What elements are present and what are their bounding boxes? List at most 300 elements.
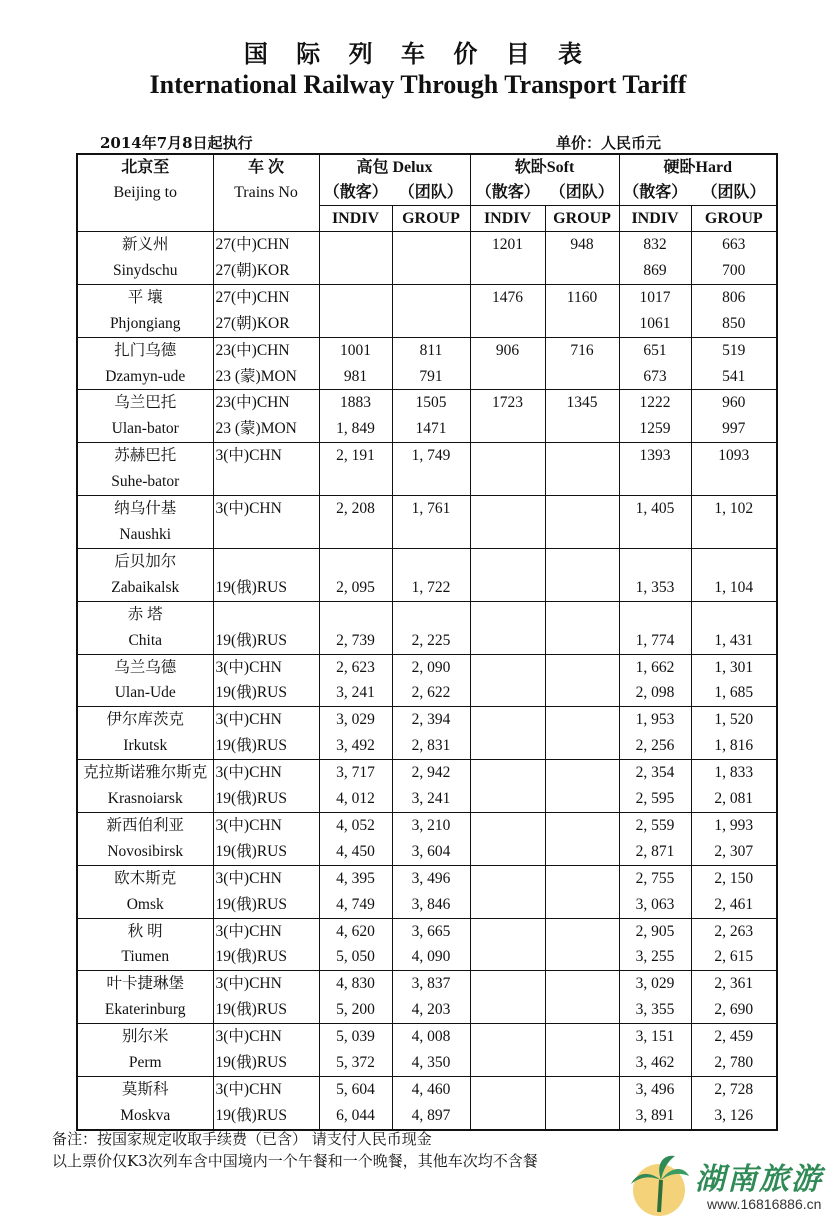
- train-number: 27(中)CHN: [213, 232, 319, 258]
- table-row: [77, 1050, 777, 1076]
- page-title-en: International Railway Through Transport Tariff: [149, 70, 687, 99]
- destination-cn: 苏赫巴托: [77, 443, 213, 469]
- header-hard-group: GROUP: [691, 206, 777, 232]
- train-number: 19(俄)RUS: [213, 680, 319, 706]
- train-number: 3(中)CHN: [213, 971, 319, 997]
- table-row: [77, 469, 777, 495]
- soft-group-price: [545, 997, 619, 1023]
- soft-group-price: [545, 496, 619, 522]
- destination-cn: 扎门乌德: [77, 337, 213, 363]
- header-hard-group-cn: （团队）: [691, 180, 777, 206]
- delux-indiv-price: 3, 029: [319, 707, 392, 733]
- destination-cn: 乌兰乌德: [77, 654, 213, 680]
- train-number: 19(俄)RUS: [213, 786, 319, 812]
- header-train-cn: 车 次: [213, 154, 319, 180]
- delux-indiv-price: 3, 717: [319, 760, 392, 786]
- hard-group-price: 2, 150: [691, 865, 777, 891]
- soft-indiv-price: [470, 971, 545, 997]
- hard-indiv-price: 2, 755: [619, 865, 691, 891]
- table-row: [77, 707, 777, 733]
- soft-group-price: [545, 918, 619, 944]
- soft-group-price: [545, 839, 619, 865]
- delux-group-price: 3, 210: [392, 812, 470, 838]
- soft-indiv-price: 1476: [470, 284, 545, 310]
- train-number: 3(中)CHN: [213, 918, 319, 944]
- train-number: 19(俄)RUS: [213, 997, 319, 1023]
- hard-indiv-price: [619, 522, 691, 548]
- train-number: 23(中)CHN: [213, 337, 319, 363]
- soft-indiv-price: 1723: [470, 390, 545, 416]
- delux-group-price: 3, 846: [392, 892, 470, 918]
- train-number: [213, 469, 319, 495]
- soft-indiv-price: [470, 944, 545, 970]
- hard-group-price: 663: [691, 232, 777, 258]
- delux-group-price: 4, 203: [392, 997, 470, 1023]
- soft-group-price: [545, 628, 619, 654]
- table-row: [77, 1024, 777, 1050]
- hard-indiv-price: 1061: [619, 311, 691, 337]
- destination-cn: 别尔米: [77, 1024, 213, 1050]
- delux-indiv-price: [319, 548, 392, 574]
- soft-group-price: 1160: [545, 284, 619, 310]
- hard-indiv-price: 1222: [619, 390, 691, 416]
- delux-indiv-price: [319, 601, 392, 627]
- delux-indiv-price: 2, 623: [319, 654, 392, 680]
- soft-group-price: [545, 1024, 619, 1050]
- train-number: 23 (蒙)MON: [213, 364, 319, 390]
- destination-en: Novosibirsk: [77, 839, 213, 865]
- table-row: [77, 232, 777, 258]
- hard-group-price: 2, 081: [691, 786, 777, 812]
- hard-indiv-price: 1, 774: [619, 628, 691, 654]
- delux-indiv-price: 2, 095: [319, 575, 392, 601]
- soft-group-price: [545, 443, 619, 469]
- soft-indiv-price: [470, 443, 545, 469]
- soft-indiv-price: [470, 469, 545, 495]
- delux-indiv-price: 5, 200: [319, 997, 392, 1023]
- train-number: 19(俄)RUS: [213, 575, 319, 601]
- hard-indiv-price: 869: [619, 258, 691, 284]
- soft-group-price: [545, 469, 619, 495]
- destination-en: Chita: [77, 628, 213, 654]
- soft-group-price: [545, 258, 619, 284]
- destination-cn: 克拉斯诺雅尔斯克: [77, 760, 213, 786]
- delux-group-price: [392, 469, 470, 495]
- delux-indiv-price: 6, 044: [319, 1103, 392, 1130]
- destination-en: Zabaikalsk: [77, 575, 213, 601]
- hard-group-price: [691, 522, 777, 548]
- delux-indiv-price: 2, 739: [319, 628, 392, 654]
- header-soft-group: GROUP: [545, 206, 619, 232]
- destination-cn: 后贝加尔: [77, 548, 213, 574]
- table-row: [77, 601, 777, 627]
- table-row: [77, 733, 777, 759]
- delux-group-price: 1505: [392, 390, 470, 416]
- watermark-url: www.16816886.cn: [707, 1196, 822, 1212]
- delux-indiv-price: 2, 191: [319, 443, 392, 469]
- train-number: 3(中)CHN: [213, 1024, 319, 1050]
- header-delux-group-cn: （团队）: [392, 180, 470, 206]
- train-number: 19(俄)RUS: [213, 839, 319, 865]
- train-number: 19(俄)RUS: [213, 628, 319, 654]
- train-number: [213, 522, 319, 548]
- header-soft: 软卧Soft: [470, 154, 619, 180]
- delux-indiv-price: 1883: [319, 390, 392, 416]
- palm-logo-icon: [625, 1150, 693, 1218]
- train-number: 27(朝)KOR: [213, 258, 319, 284]
- note-meals: 以上票价仅K3次列车含中国境内一个午餐和一个晚餐，其他车次均不含餐: [52, 1152, 538, 1170]
- destination-en: Sinydschu: [77, 258, 213, 284]
- delux-indiv-price: 5, 372: [319, 1050, 392, 1076]
- delux-group-price: 2, 090: [392, 654, 470, 680]
- soft-group-price: [545, 548, 619, 574]
- soft-group-price: [545, 522, 619, 548]
- hard-group-price: 2, 263: [691, 918, 777, 944]
- table-row: [77, 628, 777, 654]
- train-number: 3(中)CHN: [213, 443, 319, 469]
- destination-en: Irkutsk: [77, 733, 213, 759]
- delux-indiv-price: [319, 311, 392, 337]
- train-number: [213, 548, 319, 574]
- delux-indiv-price: 1, 849: [319, 416, 392, 442]
- destination-en: Phjongiang: [77, 311, 213, 337]
- table-row: [77, 760, 777, 786]
- hard-indiv-price: 651: [619, 337, 691, 363]
- delux-group-price: 2, 225: [392, 628, 470, 654]
- soft-indiv-price: [470, 1103, 545, 1130]
- hard-indiv-price: 1, 405: [619, 496, 691, 522]
- table-row: [77, 311, 777, 337]
- soft-indiv-price: [470, 1024, 545, 1050]
- watermark-text: 湖南旅游: [695, 1162, 823, 1197]
- soft-group-price: [545, 1050, 619, 1076]
- table-row: [77, 944, 777, 970]
- delux-group-price: [392, 522, 470, 548]
- tariff-table: [76, 153, 778, 1131]
- table-row: [77, 496, 777, 522]
- destination-cn: 秋 明: [77, 918, 213, 944]
- soft-group-price: [545, 760, 619, 786]
- hard-indiv-price: 3, 063: [619, 892, 691, 918]
- destination-cn: 纳乌什基: [77, 496, 213, 522]
- soft-group-price: 1345: [545, 390, 619, 416]
- hard-group-price: 960: [691, 390, 777, 416]
- delux-group-price: 4, 008: [392, 1024, 470, 1050]
- header-hard-indiv-cn: （散客）: [619, 180, 691, 206]
- soft-indiv-price: [470, 364, 545, 390]
- soft-indiv-price: [470, 812, 545, 838]
- train-number: 19(俄)RUS: [213, 892, 319, 918]
- delux-indiv-price: 2, 208: [319, 496, 392, 522]
- delux-group-price: 1471: [392, 416, 470, 442]
- hard-group-price: 2, 307: [691, 839, 777, 865]
- soft-indiv-price: [470, 997, 545, 1023]
- delux-indiv-price: 3, 241: [319, 680, 392, 706]
- hard-group-price: 1093: [691, 443, 777, 469]
- destination-en: Ekaterinburg: [77, 997, 213, 1023]
- table-row: [77, 839, 777, 865]
- soft-group-price: [545, 1077, 619, 1103]
- hard-group-price: 3, 126: [691, 1103, 777, 1130]
- hard-indiv-price: 3, 496: [619, 1077, 691, 1103]
- delux-indiv-price: 4, 052: [319, 812, 392, 838]
- delux-indiv-price: 3, 492: [319, 733, 392, 759]
- note-fee: 备注：按国家规定收取手续费（已含） 请支付人民币现金: [52, 1130, 432, 1148]
- hard-indiv-price: 1017: [619, 284, 691, 310]
- delux-indiv-price: 4, 749: [319, 892, 392, 918]
- soft-group-price: [545, 575, 619, 601]
- destination-cn: 欧木斯克: [77, 865, 213, 891]
- hard-group-price: 1, 993: [691, 812, 777, 838]
- soft-indiv-price: [470, 1050, 545, 1076]
- delux-indiv-price: 4, 450: [319, 839, 392, 865]
- hard-indiv-price: 1393: [619, 443, 691, 469]
- delux-group-price: 3, 604: [392, 839, 470, 865]
- soft-group-price: [545, 786, 619, 812]
- soft-group-price: [545, 812, 619, 838]
- table-row: [77, 548, 777, 574]
- soft-indiv-price: [470, 786, 545, 812]
- hard-indiv-price: 1, 662: [619, 654, 691, 680]
- delux-indiv-price: [319, 522, 392, 548]
- delux-indiv-price: 1001: [319, 337, 392, 363]
- destination-en: Naushki: [77, 522, 213, 548]
- soft-group-price: [545, 971, 619, 997]
- header-delux-indiv-cn: （散客）: [319, 180, 392, 206]
- hard-group-price: 2, 461: [691, 892, 777, 918]
- soft-group-price: [545, 364, 619, 390]
- header-soft-indiv: INDIV: [470, 206, 545, 232]
- table-row: [77, 522, 777, 548]
- effective-date: 2014年7月8日起执行: [100, 134, 253, 152]
- hard-group-price: 1, 431: [691, 628, 777, 654]
- hard-indiv-price: 2, 256: [619, 733, 691, 759]
- destination-en: Ulan-bator: [77, 416, 213, 442]
- delux-group-price: 1, 722: [392, 575, 470, 601]
- destination-cn: 伊尔库茨克: [77, 707, 213, 733]
- train-number: [213, 601, 319, 627]
- header-soft-indiv-cn: （散客）: [470, 180, 545, 206]
- delux-group-price: [392, 311, 470, 337]
- delux-group-price: 3, 496: [392, 865, 470, 891]
- header-soft-group-cn: （团队）: [545, 180, 619, 206]
- delux-group-price: 2, 831: [392, 733, 470, 759]
- delux-group-price: 4, 350: [392, 1050, 470, 1076]
- hard-group-price: 806: [691, 284, 777, 310]
- destination-en: Tiumen: [77, 944, 213, 970]
- hard-indiv-price: 3, 151: [619, 1024, 691, 1050]
- table-row: [77, 258, 777, 284]
- soft-group-price: [545, 416, 619, 442]
- destination-en: Krasnoiarsk: [77, 786, 213, 812]
- soft-indiv-price: [470, 918, 545, 944]
- hard-indiv-price: [619, 469, 691, 495]
- table-row: [77, 364, 777, 390]
- destination-cn: 莫斯科: [77, 1077, 213, 1103]
- delux-indiv-price: 4, 395: [319, 865, 392, 891]
- soft-indiv-price: [470, 892, 545, 918]
- header-dest-cn: 北京至: [77, 154, 213, 180]
- hard-indiv-price: 3, 255: [619, 944, 691, 970]
- train-number: 19(俄)RUS: [213, 1103, 319, 1130]
- delux-indiv-price: 4, 012: [319, 786, 392, 812]
- delux-group-price: [392, 548, 470, 574]
- soft-indiv-price: [470, 707, 545, 733]
- header-train-en: Trains No: [213, 180, 319, 206]
- delux-group-price: 1, 749: [392, 443, 470, 469]
- soft-indiv-price: [470, 258, 545, 284]
- delux-group-price: 3, 665: [392, 918, 470, 944]
- train-number: 23(中)CHN: [213, 390, 319, 416]
- table-row: [77, 680, 777, 706]
- delux-indiv-price: [319, 232, 392, 258]
- train-number: 19(俄)RUS: [213, 944, 319, 970]
- hard-group-price: 700: [691, 258, 777, 284]
- delux-group-price: 811: [392, 337, 470, 363]
- header-hard: 硬卧Hard: [619, 154, 777, 180]
- destination-cn: 叶卡捷琳堡: [77, 971, 213, 997]
- destination-en: Perm: [77, 1050, 213, 1076]
- destination-cn: 赤 塔: [77, 601, 213, 627]
- soft-group-price: [545, 944, 619, 970]
- soft-group-price: [545, 654, 619, 680]
- delux-group-price: [392, 258, 470, 284]
- delux-indiv-price: 981: [319, 364, 392, 390]
- destination-cn: 平 壤: [77, 284, 213, 310]
- hard-group-price: 1, 520: [691, 707, 777, 733]
- soft-indiv-price: [470, 575, 545, 601]
- delux-indiv-price: 5, 604: [319, 1077, 392, 1103]
- hard-indiv-price: 2, 354: [619, 760, 691, 786]
- train-number: 3(中)CHN: [213, 496, 319, 522]
- hard-indiv-price: 2, 559: [619, 812, 691, 838]
- soft-indiv-price: 906: [470, 337, 545, 363]
- destination-en: Suhe-bator: [77, 469, 213, 495]
- delux-group-price: 3, 837: [392, 971, 470, 997]
- train-number: 3(中)CHN: [213, 654, 319, 680]
- currency-label: 单价：人民币元: [556, 134, 662, 152]
- table-row: [77, 997, 777, 1023]
- soft-indiv-price: [470, 416, 545, 442]
- table-row: [77, 1103, 777, 1130]
- delux-group-price: 791: [392, 364, 470, 390]
- soft-group-price: 716: [545, 337, 619, 363]
- soft-indiv-price: [470, 601, 545, 627]
- hard-group-price: 1, 102: [691, 496, 777, 522]
- soft-group-price: [545, 733, 619, 759]
- soft-group-price: [545, 1103, 619, 1130]
- hard-group-price: 2, 615: [691, 944, 777, 970]
- header-delux-group: GROUP: [392, 206, 470, 232]
- delux-indiv-price: [319, 284, 392, 310]
- table-row: [77, 865, 777, 891]
- train-number: 19(俄)RUS: [213, 733, 319, 759]
- destination-en: Ulan-Ude: [77, 680, 213, 706]
- hard-group-price: 997: [691, 416, 777, 442]
- soft-group-price: [545, 311, 619, 337]
- table-row: [77, 918, 777, 944]
- hard-group-price: 1, 301: [691, 654, 777, 680]
- soft-group-price: 948: [545, 232, 619, 258]
- table-row: [77, 284, 777, 310]
- delux-group-price: 2, 394: [392, 707, 470, 733]
- train-number: 23 (蒙)MON: [213, 416, 319, 442]
- delux-group-price: [392, 284, 470, 310]
- train-number: 27(朝)KOR: [213, 311, 319, 337]
- delux-group-price: 4, 897: [392, 1103, 470, 1130]
- destination-cn: 新西伯利亚: [77, 812, 213, 838]
- soft-indiv-price: [470, 839, 545, 865]
- delux-group-price: 1, 761: [392, 496, 470, 522]
- hard-group-price: 1, 685: [691, 680, 777, 706]
- table-row: [77, 1077, 777, 1103]
- hard-group-price: 2, 361: [691, 971, 777, 997]
- hard-indiv-price: 1, 353: [619, 575, 691, 601]
- hard-group-price: 1, 816: [691, 733, 777, 759]
- table-row: [77, 443, 777, 469]
- hard-indiv-price: 1, 953: [619, 707, 691, 733]
- hard-indiv-price: 832: [619, 232, 691, 258]
- hard-indiv-price: 673: [619, 364, 691, 390]
- delux-group-price: [392, 232, 470, 258]
- soft-indiv-price: [470, 522, 545, 548]
- table-row: [77, 575, 777, 601]
- hard-group-price: 1, 833: [691, 760, 777, 786]
- train-number: 3(中)CHN: [213, 1077, 319, 1103]
- hard-group-price: 541: [691, 364, 777, 390]
- delux-group-price: 4, 090: [392, 944, 470, 970]
- delux-group-price: 2, 942: [392, 760, 470, 786]
- train-number: 3(中)CHN: [213, 865, 319, 891]
- header-hard-indiv: INDIV: [619, 206, 691, 232]
- soft-indiv-price: [470, 1077, 545, 1103]
- delux-group-price: 2, 622: [392, 680, 470, 706]
- delux-group-price: 3, 241: [392, 786, 470, 812]
- hard-indiv-price: 3, 029: [619, 971, 691, 997]
- hard-group-price: 519: [691, 337, 777, 363]
- destination-en: Moskva: [77, 1103, 213, 1130]
- destination-cn: 乌兰巴托: [77, 390, 213, 416]
- table-row: [77, 390, 777, 416]
- hard-indiv-price: 2, 871: [619, 839, 691, 865]
- soft-group-price: [545, 707, 619, 733]
- delux-indiv-price: [319, 469, 392, 495]
- table-row: [77, 892, 777, 918]
- hard-indiv-price: 1259: [619, 416, 691, 442]
- header-delux-indiv: INDIV: [319, 206, 392, 232]
- hard-group-price: 2, 459: [691, 1024, 777, 1050]
- delux-indiv-price: 4, 620: [319, 918, 392, 944]
- soft-indiv-price: [470, 654, 545, 680]
- hard-group-price: 2, 780: [691, 1050, 777, 1076]
- hard-indiv-price: [619, 548, 691, 574]
- soft-indiv-price: 1201: [470, 232, 545, 258]
- destination-en: Dzamyn-ude: [77, 364, 213, 390]
- delux-indiv-price: 4, 830: [319, 971, 392, 997]
- header-dest-en: Beijing to: [77, 180, 213, 206]
- delux-group-price: [392, 601, 470, 627]
- hard-indiv-price: 3, 891: [619, 1103, 691, 1130]
- delux-indiv-price: [319, 258, 392, 284]
- table-row: [77, 786, 777, 812]
- soft-group-price: [545, 680, 619, 706]
- page-title-cn: 国 际 列 车 价 目 表: [243, 39, 593, 68]
- soft-indiv-price: [470, 311, 545, 337]
- soft-indiv-price: [470, 733, 545, 759]
- hard-group-price: 2, 728: [691, 1077, 777, 1103]
- hard-indiv-price: 3, 462: [619, 1050, 691, 1076]
- soft-group-price: [545, 865, 619, 891]
